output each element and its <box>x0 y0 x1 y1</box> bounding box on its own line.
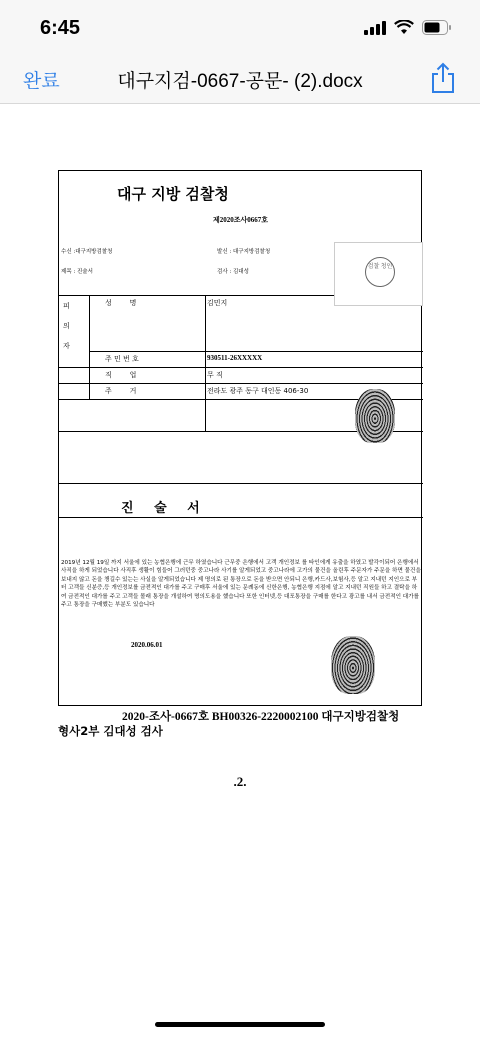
id-number-value: 930511-26XXXXX <box>207 354 263 362</box>
prosecutor: 검사 : 김대성 <box>217 269 249 275</box>
status-icons <box>364 20 452 35</box>
home-indicator[interactable] <box>155 1022 325 1027</box>
done-button[interactable]: 완료 <box>23 71 60 92</box>
fingerprint-icon <box>355 389 395 443</box>
official-seal-box <box>334 242 423 306</box>
footer-department-line: 형사2부 김대성 검사 <box>58 724 163 738</box>
document-viewer[interactable] <box>0 104 480 1039</box>
name-label: 성 명 <box>105 299 137 307</box>
document-title: 대구지검-0667-공문- (2).docx <box>117 71 363 92</box>
status-time: 6:45 <box>40 17 81 39</box>
fingerprint-icon-2 <box>331 636 375 694</box>
footer-case-line: 2020-조사-0667호 BH00326-2220002100 대구지방검찰청 <box>122 711 400 723</box>
occupation-label: 직 업 <box>105 371 137 379</box>
cellular-signal-icon <box>364 21 386 35</box>
official-seal-icon: 검찰 청인 <box>365 257 395 287</box>
address-value: 전라도 광주 동구 대인동 406-30 <box>207 387 309 395</box>
name-value: 김민지 <box>207 299 228 307</box>
suspect-label-1: 피 <box>63 302 70 310</box>
occupation-value: 무 직 <box>207 371 223 379</box>
status-bar <box>0 0 480 56</box>
statement-date: 2020.06.01 <box>131 641 163 649</box>
address-label: 주 거 <box>105 387 137 395</box>
statement-form <box>58 170 422 706</box>
recipient: 수신 :대구지방검찰청 <box>61 249 113 255</box>
wifi-icon <box>394 20 414 35</box>
suspect-label-2: 의 <box>63 322 70 330</box>
navigation-bar <box>0 56 480 104</box>
suspect-label-3: 자 <box>63 342 70 350</box>
battery-icon <box>422 20 452 35</box>
sender: 발신 : 대구지방검찰청 <box>217 249 271 255</box>
case-number: 제2020조사0667호 <box>213 216 269 224</box>
section-title: 진 술 서 <box>121 501 208 516</box>
header-title: 대구 지방 검찰청 <box>117 185 229 203</box>
share-icon[interactable] <box>430 62 456 94</box>
id-number-label: 주 민 번 호 <box>105 355 139 363</box>
page-number: .2. <box>233 774 247 789</box>
statement-text: 2019년 12월 19일 까지 서울에 있는 농협은행에 근무 하였습니다 근무중 은행에서 고객 개인정보 를 타인에게 유출을 하였고 발각이되어 은행에서 사직을 하게 되었습니다 사직후 생활이 힘들어 그러던중 중고나라 사기를 알게되었고 중고나라에 고가의 물건을 올린후 주문자가 주문을 하면 물건을 보내지 않고 돈을 챙길수 있는는 사실을 알게되었습니다 제 명의로 된 통장으로 돈을 받으면 안되니 은행,카드사,보험사,등 알고 지내던 지인으로 부터 고객들 신분증,등 개인정보를 금전적인 대가를 주고 구매후 서울에 있는 문례동에 신한은행, 농협은행 지점에 알고 지내던 직원들 하고 결탁을 하여 금전적인 대가를 주고 고객들 몰래 통장을 개설하여 명의도용을 했습니다 또한 인터넷,등 대포통장을 구매를 한다고 광고를 내서 금전적인 대가를 주고 통장을 구매했는 부분도 있습니다 <box>61 560 421 609</box>
subject: 제목 : 진술서 <box>61 269 93 275</box>
